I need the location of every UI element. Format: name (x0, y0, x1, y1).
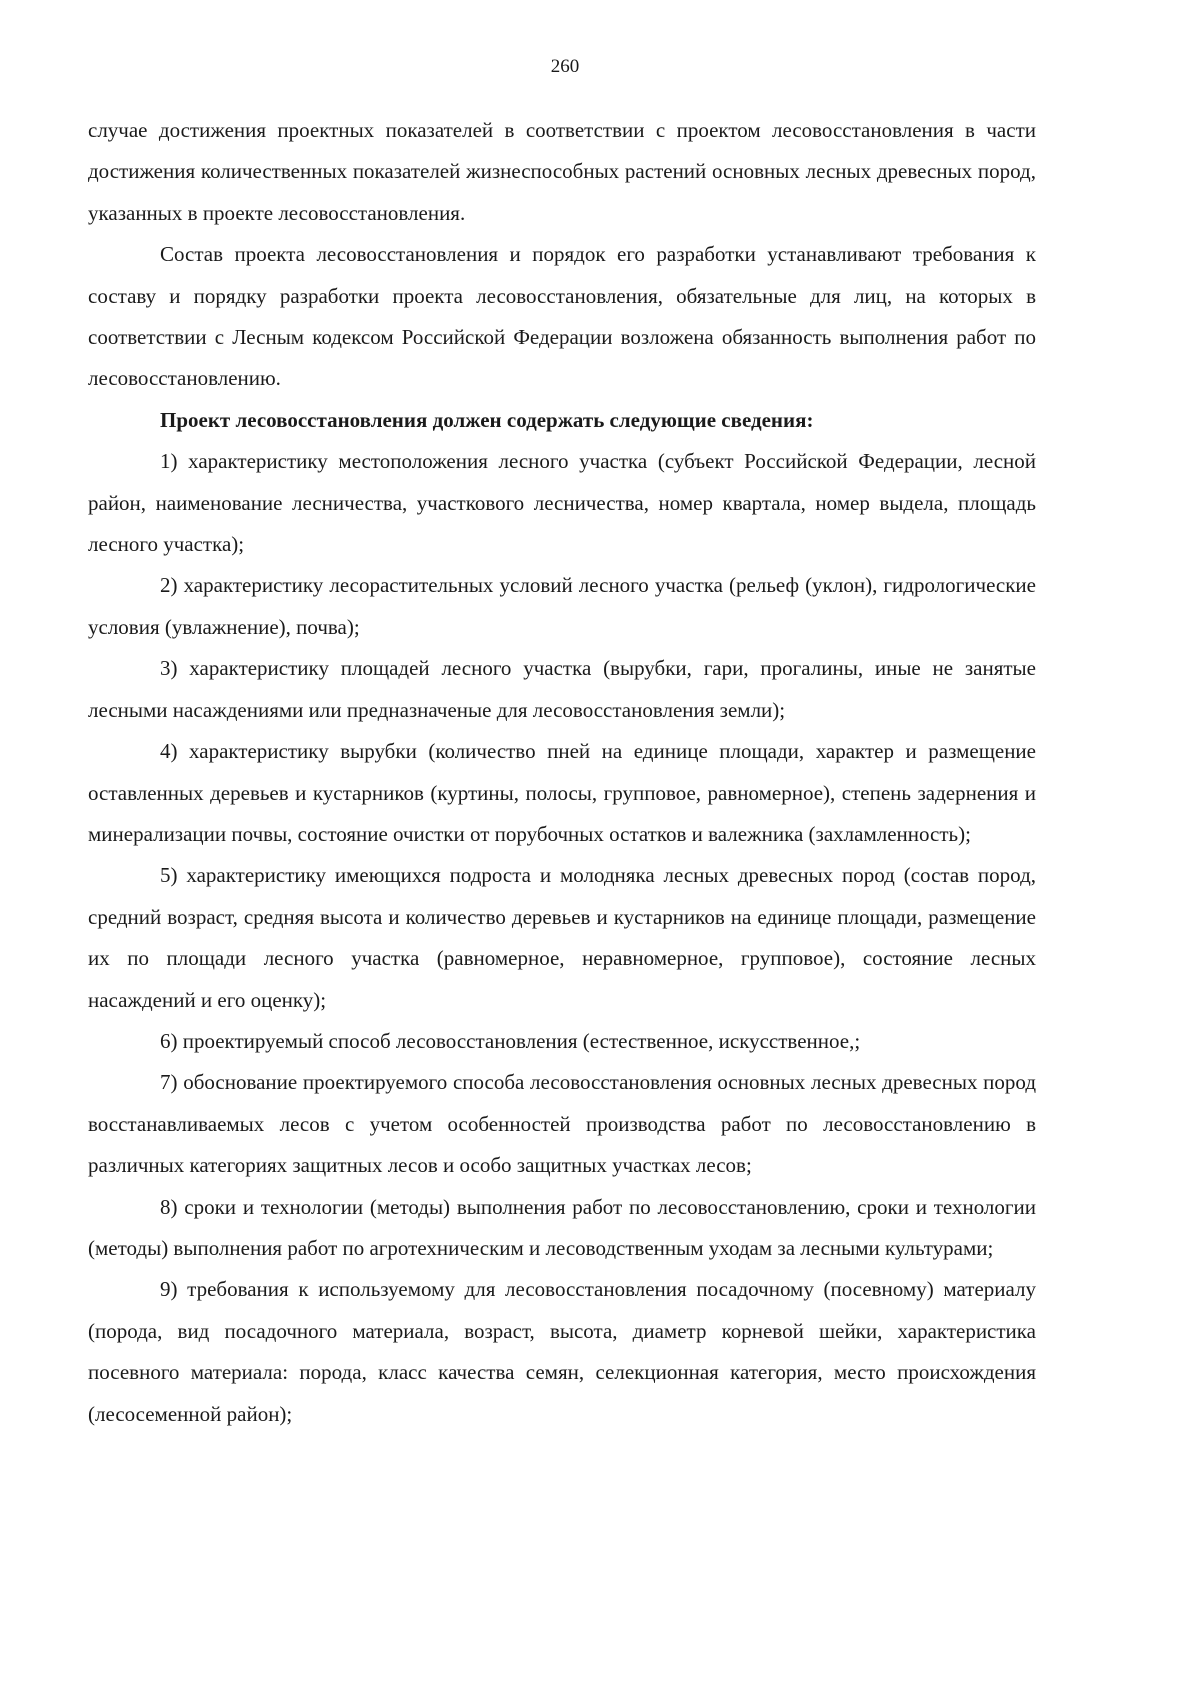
list-item-8: 8) сроки и технологии (методы) выполнения работ по лесовосстановлению, сроки и технологии (методы) выполнения работ по агротехническим и лесоводственным уходам за лесными культурами; (88, 1194, 1036, 1260)
list-item-4: 4) характеристику вырубки (количество пней на единице площади, характер и размещение оставленных деревьев и кустарников (куртины, полосы, групповое, равномерное), степень задернения и минерализации почвы, состояние очистки от порубочных остатков и валежника (захламленность); (88, 739, 1036, 846)
page-number: 260 (550, 56, 580, 77)
paragraph-continuation: случае достижения проектных показателей в соответствии с проектом лесовосстановления в части достижения количественных показателей жизнеспособных растений основных лесных древесных пород, указанных в проекте лесовосстановления. (88, 118, 1036, 225)
list-item-3: 3) характеристику площадей лесного участка (вырубки, гари, прогалины, иные не занятые лесными насаждениями или предназначеные для лесовосстановления земли); (88, 656, 1036, 722)
list-item-1: 1) характеристику местоположения лесного участка (субъект Российской Федерации, лесной район, наименование лесничества, участкового лесничества, номер квартала, номер выдела, площадь лесного участка); (88, 449, 1036, 557)
section-heading: Проект лесовосстановления должен содержать следующие сведения: (160, 407, 814, 432)
list-item-2: 2) характеристику лесорастительных условий лесного участка (рельеф (уклон), гидрологические условия (увлажнение), почва); (88, 573, 1036, 639)
list-item-9: 9) требования к используемому для лесовосстановления посадочному (посевному) материалу (порода, вид посадочного материала, возраст, высота, диаметр корневой шейки, характеристика посевного материала: порода, класс качества семян, селекционная категория, место происхождения (лесосеменной район); (88, 1277, 1036, 1426)
paragraph-project-composition: Состав проекта лесовосстановления и порядок его разработки устанавливают требования к составу и порядку разработки проекта лесовосстановления, обязательные для лиц, на которых в соответствии с Лесным кодексом Российской Федерации возложена обязанность выполнения работ по лесовосстановлению. (88, 242, 1036, 391)
list-item-5: 5) характеристику имеющихся подроста и молодняка лесных древесных пород (состав пород, средний возраст, средняя высота и количество деревьев и кустарников на единице площади, размещение их по площади лесного участка (равномерное, неравномерное, групповое), состояние лесных насаждений и его оценку); (88, 863, 1036, 1012)
list-item-6: 6) проектируемый способ лесовосстановления (естественное, искусственное,; (160, 1028, 861, 1053)
list-item-7: 7) обоснование проектируемого способа лесовосстановления основных лесных древесных пород восстанавливаемых лесов с учетом особенностей производства работ по лесовосстановлению в различных категориях защитных лесов и особо защитных участках лесов; (88, 1070, 1036, 1178)
document-body (88, 110, 1036, 1435)
